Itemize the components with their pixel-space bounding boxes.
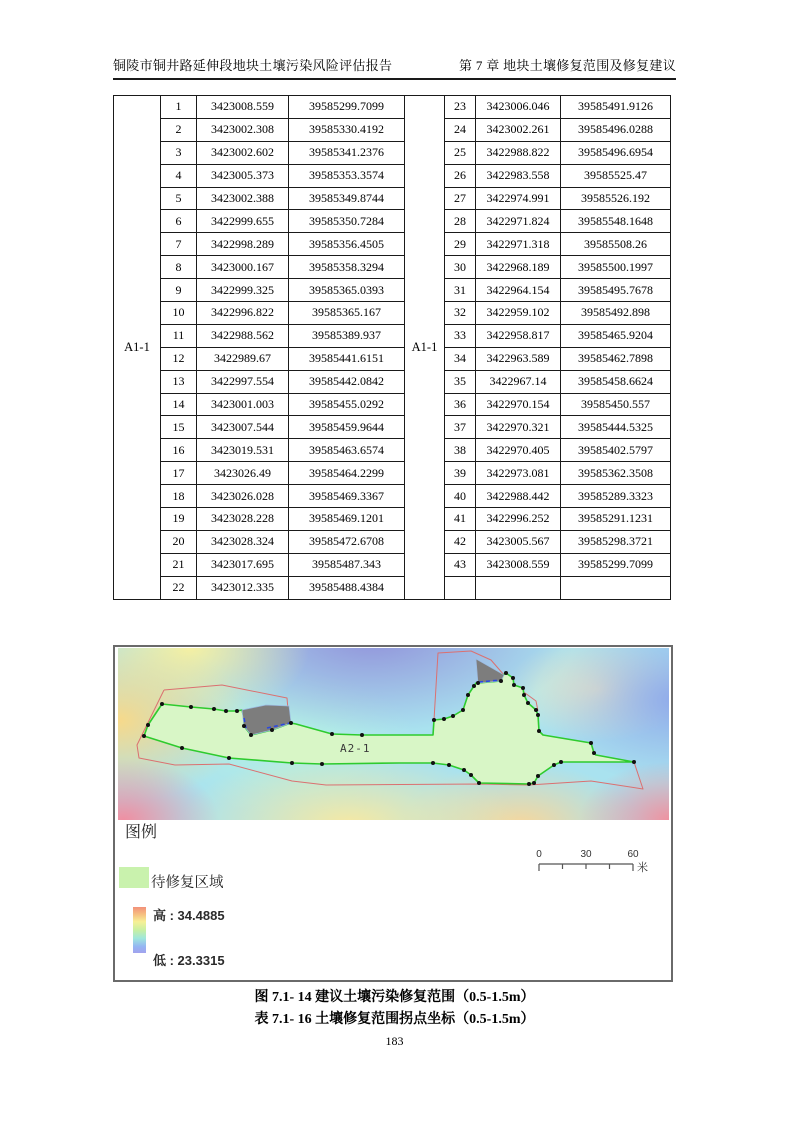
x-coordinate-cell: 3423002.308 [197,118,289,141]
x-coordinate-cell: 3422997.554 [197,370,289,393]
page-number: 183 [385,1034,404,1048]
x-coordinate-cell: 3422988.442 [476,485,561,508]
remediation-swatch [119,867,149,888]
remediation-label: 待修复区域 [151,875,224,891]
point-id-cell: 12 [161,347,197,370]
x-coordinate-cell: 3423012.335 [197,576,289,599]
table-row [114,118,671,141]
figure-box [113,645,673,982]
remediation-map [118,648,669,820]
table-row [114,187,671,210]
x-coordinate-cell: 3423005.567 [476,530,561,553]
map-overlay [118,648,669,820]
y-coordinate-cell: 39585356.4505 [289,233,405,256]
coordinates-table [113,95,671,600]
table-row [114,164,671,187]
point-id-cell [445,576,476,599]
y-coordinate-cell: 39585298.3721 [561,530,671,553]
x-coordinate-cell: 3422971.318 [476,233,561,256]
y-coordinate-cell: 39585487.343 [289,553,405,576]
point-id-cell: 1 [161,96,197,119]
x-coordinate-cell: 3422988.822 [476,141,561,164]
y-coordinate-cell: 39585299.7099 [289,96,405,119]
x-coordinate-cell [476,576,561,599]
point-id-cell: 39 [445,462,476,485]
table-caption: 表 7.1- 16 土壤修复范围拐点坐标（0.5-1.5m） [254,1012,535,1027]
x-coordinate-cell: 3422973.081 [476,462,561,485]
x-coordinate-cell: 3422970.321 [476,416,561,439]
scale-tick-60: 60 [627,849,639,860]
x-coordinate-cell: 3422996.252 [476,508,561,531]
x-coordinate-cell: 3422964.154 [476,279,561,302]
scale-bar-line [539,864,633,871]
x-coordinate-cell: 3422968.189 [476,256,561,279]
point-id-cell: 9 [161,279,197,302]
legend-title: 图例 [125,824,158,841]
x-coordinate-cell: 3423008.559 [197,96,289,119]
x-coordinate-cell: 3423007.544 [197,416,289,439]
y-coordinate-cell: 39585500.1997 [561,256,671,279]
x-coordinate-cell: 3422983.558 [476,164,561,187]
y-coordinate-cell: 39585389.937 [289,324,405,347]
point-id-cell: 35 [445,370,476,393]
x-coordinate-cell: 3423019.531 [197,439,289,462]
point-id-cell: 3 [161,141,197,164]
x-coordinate-cell: 3423028.228 [197,508,289,531]
x-coordinate-cell: 3423000.167 [197,256,289,279]
point-id-cell: 25 [445,141,476,164]
y-coordinate-cell: 39585455.0292 [289,393,405,416]
y-coordinate-cell: 39585365.167 [289,302,405,325]
point-id-cell: 37 [445,416,476,439]
point-id-cell: 42 [445,530,476,553]
y-coordinate-cell: 39585548.1648 [561,210,671,233]
x-coordinate-cell: 3422996.822 [197,302,289,325]
point-id-cell: 27 [445,187,476,210]
x-coordinate-cell: 3423005.373 [197,164,289,187]
y-coordinate-cell: 39585353.3574 [289,164,405,187]
x-coordinate-cell: 3423026.49 [197,462,289,485]
point-id-cell: 34 [445,347,476,370]
table-row [114,210,671,233]
x-coordinate-cell: 3422970.405 [476,439,561,462]
y-coordinate-cell: 39585464.2299 [289,462,405,485]
y-coordinate-cell: 39585496.0288 [561,118,671,141]
point-id-cell: 22 [161,576,197,599]
y-coordinate-cell: 39585465.9204 [561,324,671,347]
header-right-chapter: 第 7 章 地块土壤修复范围及修复建议 [459,58,676,73]
x-coordinate-cell: 3423026.028 [197,485,289,508]
y-coordinate-cell: 39585341.2376 [289,141,405,164]
scale-tick-30: 30 [580,849,592,860]
table-row [114,324,671,347]
figure-caption: 图 7.1- 14 建议土壤污染修复范围（0.5-1.5m） [254,990,535,1005]
point-id-cell: 19 [161,508,197,531]
y-coordinate-cell: 39585349.8744 [289,187,405,210]
point-id-cell: 40 [445,485,476,508]
y-coordinate-cell: 39585491.9126 [561,96,671,119]
y-coordinate-cell: 39585365.0393 [289,279,405,302]
point-id-cell: 7 [161,233,197,256]
point-id-cell: 24 [445,118,476,141]
point-id-cell: 28 [445,210,476,233]
table-row [114,96,671,119]
x-coordinate-cell: 3422974.991 [476,187,561,210]
table-row [114,233,671,256]
ramp-high-value: 高 : 34.4885 [153,908,225,923]
color-ramp [133,907,146,953]
y-coordinate-cell: 39585444.5325 [561,416,671,439]
point-id-cell: 29 [445,233,476,256]
point-id-cell: 4 [161,164,197,187]
y-coordinate-cell: 39585350.7284 [289,210,405,233]
scale-unit: 米 [637,862,648,874]
point-id-cell: 41 [445,508,476,531]
x-coordinate-cell: 3423002.261 [476,118,561,141]
table-row [114,576,671,599]
table-row [114,485,671,508]
point-id-cell: 16 [161,439,197,462]
remediation-area-polygon [144,673,634,784]
point-id-cell: 26 [445,164,476,187]
point-id-cell: 23 [445,96,476,119]
point-id-cell: 6 [161,210,197,233]
header-rule [113,78,676,80]
page-header [113,55,676,74]
x-coordinate-cell: 3422959.102 [476,302,561,325]
x-coordinate-cell: 3423028.324 [197,530,289,553]
table-row [114,553,671,576]
y-coordinate-cell: 39585525.47 [561,164,671,187]
point-id-cell: 31 [445,279,476,302]
y-coordinate-cell: 39585496.6954 [561,141,671,164]
x-coordinate-cell: 3422999.655 [197,210,289,233]
y-coordinate-cell [561,576,671,599]
y-coordinate-cell: 39585289.3323 [561,485,671,508]
area-label: A2-1 [340,742,371,755]
table-row [114,416,671,439]
point-id-cell: 21 [161,553,197,576]
x-coordinate-cell: 3422999.325 [197,279,289,302]
x-coordinate-cell: 3422989.67 [197,347,289,370]
point-id-cell: 36 [445,393,476,416]
x-coordinate-cell: 3422988.562 [197,324,289,347]
x-coordinate-cell: 3422970.154 [476,393,561,416]
point-id-cell: 15 [161,416,197,439]
y-coordinate-cell: 39585462.7898 [561,347,671,370]
y-coordinate-cell: 39585299.7099 [561,553,671,576]
y-coordinate-cell: 39585469.1201 [289,508,405,531]
point-id-cell: 18 [161,485,197,508]
y-coordinate-cell: 39585459.9644 [289,416,405,439]
point-id-cell: 5 [161,187,197,210]
table-row [114,530,671,553]
point-id-cell: 2 [161,118,197,141]
y-coordinate-cell: 39585441.6151 [289,347,405,370]
y-coordinate-cell: 39585492.898 [561,302,671,325]
ramp-low-value: 低 : 23.3315 [153,953,225,968]
table-row [114,370,671,393]
scale-bar [531,847,666,877]
y-coordinate-cell: 39585495.7678 [561,279,671,302]
y-coordinate-cell: 39585362.3508 [561,462,671,485]
table-row [114,462,671,485]
point-id-cell: 14 [161,393,197,416]
scale-tick-0: 0 [536,849,542,860]
x-coordinate-cell: 3422998.289 [197,233,289,256]
y-coordinate-cell: 39585526.192 [561,187,671,210]
group-label-left: A1-1 [114,96,161,600]
x-coordinate-cell: 3423002.602 [197,141,289,164]
y-coordinate-cell: 39585458.6624 [561,370,671,393]
point-id-cell: 17 [161,462,197,485]
y-coordinate-cell: 39585450.557 [561,393,671,416]
y-coordinate-cell: 39585291.1231 [561,508,671,531]
table-row [114,256,671,279]
y-coordinate-cell: 39585402.5797 [561,439,671,462]
y-coordinate-cell: 39585330.4192 [289,118,405,141]
y-coordinate-cell: 39585469.3367 [289,485,405,508]
x-coordinate-cell: 3423008.559 [476,553,561,576]
point-id-cell: 11 [161,324,197,347]
table-row [114,508,671,531]
point-id-cell: 20 [161,530,197,553]
x-coordinate-cell: 3423001.003 [197,393,289,416]
y-coordinate-cell: 39585472.6708 [289,530,405,553]
x-coordinate-cell: 3422958.817 [476,324,561,347]
x-coordinate-cell: 3422971.824 [476,210,561,233]
y-coordinate-cell: 39585508.26 [561,233,671,256]
point-id-cell: 8 [161,256,197,279]
group-label-right: A1-1 [405,96,445,600]
table-row [114,141,671,164]
x-coordinate-cell: 3423006.046 [476,96,561,119]
y-coordinate-cell: 39585488.4384 [289,576,405,599]
point-id-cell: 43 [445,553,476,576]
y-coordinate-cell: 39585463.6574 [289,439,405,462]
x-coordinate-cell: 3423017.695 [197,553,289,576]
point-id-cell: 30 [445,256,476,279]
x-coordinate-cell: 3422967.14 [476,370,561,393]
header-left-title: 铜陵市铜井路延伸段地块土壤污染风险评估报告 [113,58,393,73]
table-row [114,347,671,370]
table-row [114,393,671,416]
table-row [114,279,671,302]
point-id-cell: 13 [161,370,197,393]
point-id-cell: 32 [445,302,476,325]
y-coordinate-cell: 39585358.3294 [289,256,405,279]
point-id-cell: 33 [445,324,476,347]
table-row [114,439,671,462]
table-row [114,302,671,325]
y-coordinate-cell: 39585442.0842 [289,370,405,393]
x-coordinate-cell: 3423002.388 [197,187,289,210]
x-coordinate-cell: 3422963.589 [476,347,561,370]
point-id-cell: 10 [161,302,197,325]
point-id-cell: 38 [445,439,476,462]
